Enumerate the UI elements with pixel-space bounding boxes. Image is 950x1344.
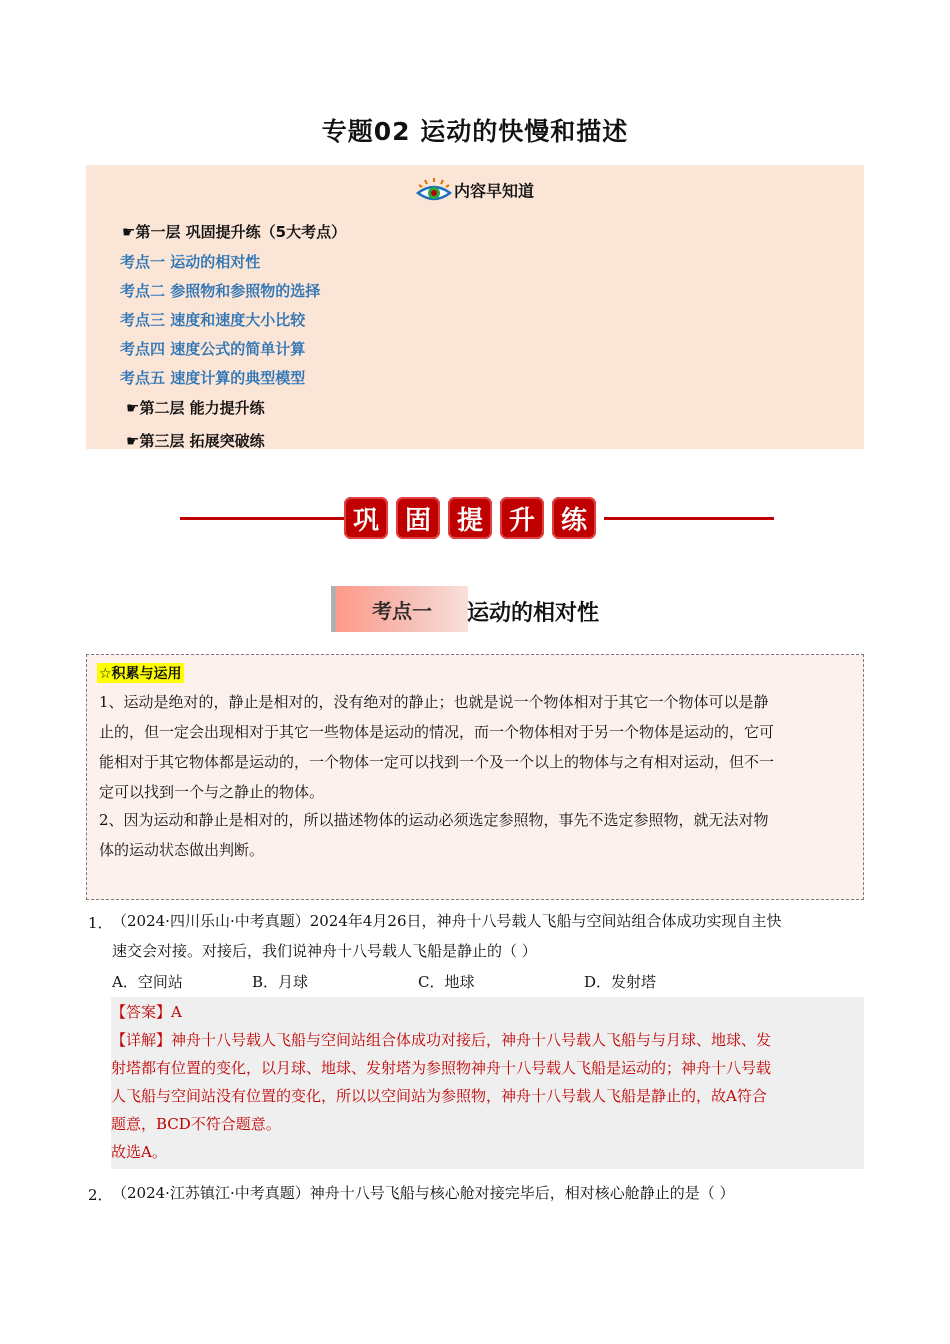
page-title: 专题02 运动的快慢和描述: [321, 117, 629, 146]
accumulate-box: [86, 654, 864, 900]
section-title: 运动的相对性: [467, 601, 600, 626]
accumulate-line: 止的，但一定会出现相对于其它一些物体是运动的情况，而一个物体相对于另一个物体是运动的，它可: [99, 723, 775, 741]
banner-char: 升: [500, 497, 544, 539]
toc-layer-3[interactable]: ☛第三层 拓展突破练: [126, 432, 265, 450]
accumulate-line: 体的运动状态做出判断。: [99, 841, 265, 859]
answer-line: 故选A。: [111, 1143, 167, 1161]
accumulate-line: 1、运动是绝对的，静止是相对的，没有绝对的静止；也就是说一个物体相对于其它一个物体可以是静: [99, 693, 769, 711]
banner-line-right: [604, 517, 774, 520]
eye-icon: [416, 177, 452, 207]
option-d[interactable]: D．发射塔: [584, 973, 657, 991]
answer-line: 人飞船与空间站没有位置的变化，所以以空间站为参照物，神舟十八号载人飞船是静止的，故A符合: [111, 1087, 767, 1105]
section-tag: 考点一: [331, 586, 468, 632]
accumulate-line: 定可以找到一个与之静止的物体。: [99, 783, 325, 801]
toc-point-4[interactable]: 考点四 速度公式的简单计算: [120, 340, 306, 358]
toc-point-5[interactable]: 考点五 速度计算的典型模型: [120, 369, 306, 387]
answer-box: [111, 997, 864, 1169]
question-number: 1．: [88, 914, 113, 932]
option-b[interactable]: B．月球: [252, 973, 309, 991]
banner-char: 提: [448, 497, 492, 539]
toc-layer-2[interactable]: ☛第二层 能力提升练: [126, 399, 265, 417]
banner-char: 固: [396, 497, 440, 539]
question-text: 速交会对接。对接后，我们说神舟十八号载人飞船是静止的（ ）: [112, 942, 537, 960]
toc-point-3[interactable]: 考点三 速度和速度大小比较: [120, 311, 306, 329]
banner-char: 练: [552, 497, 596, 539]
option-c[interactable]: C．地球: [418, 973, 475, 991]
banner-char: 巩: [344, 497, 388, 539]
toc-point-1[interactable]: 考点一 运动的相对性: [120, 253, 261, 271]
accumulate-line: 能相对于其它物体都是运动的，一个物体一定可以找到一个及一个以上的物体与之有相对运动，但不一: [99, 753, 775, 771]
accumulate-line: 2、因为运动和静止是相对的，所以描述物体的运动必须选定参照物，事先不选定参照物，就无法对物: [99, 811, 769, 829]
answer-line: 【详解】神舟十八号载人飞船与空间站组合体成功对接后，神舟十八号载人飞船与与月球、地球、发: [111, 1031, 772, 1049]
toc-heading-text: 内容早知道: [453, 181, 534, 201]
toc-heading: [86, 177, 864, 207]
toc-layer-1[interactable]: ☛第一层 巩固提升练（5大考点）: [122, 223, 347, 241]
answer-line: 射塔都有位置的变化，以月球、地球、发射塔为参照物神舟十八号载人飞船是运动的；神舟十八号载: [111, 1059, 772, 1077]
question-text: （2024·江苏镇江·中考真题）神舟十八号飞船与核心舱对接完毕后，相对核心舱静止的是（ ）: [112, 1184, 735, 1202]
accumulate-label: ☆积累与运用: [97, 663, 184, 683]
answer-line: 题意，BCD不符合题意。: [111, 1115, 281, 1133]
answer-line: 【答案】A: [111, 1003, 182, 1021]
toc-point-2[interactable]: 考点二 参照物和参照物的选择: [120, 282, 321, 300]
question-text: （2024·四川乐山·中考真题）2024年4月26日，神舟十八号载人飞船与空间站组合体成功实现自主快: [112, 912, 782, 930]
banner: [344, 497, 596, 539]
toc-box: [86, 165, 864, 449]
option-a[interactable]: A．空间站: [112, 973, 183, 991]
banner-line-left: [180, 517, 346, 520]
question-number: 2．: [88, 1186, 113, 1204]
